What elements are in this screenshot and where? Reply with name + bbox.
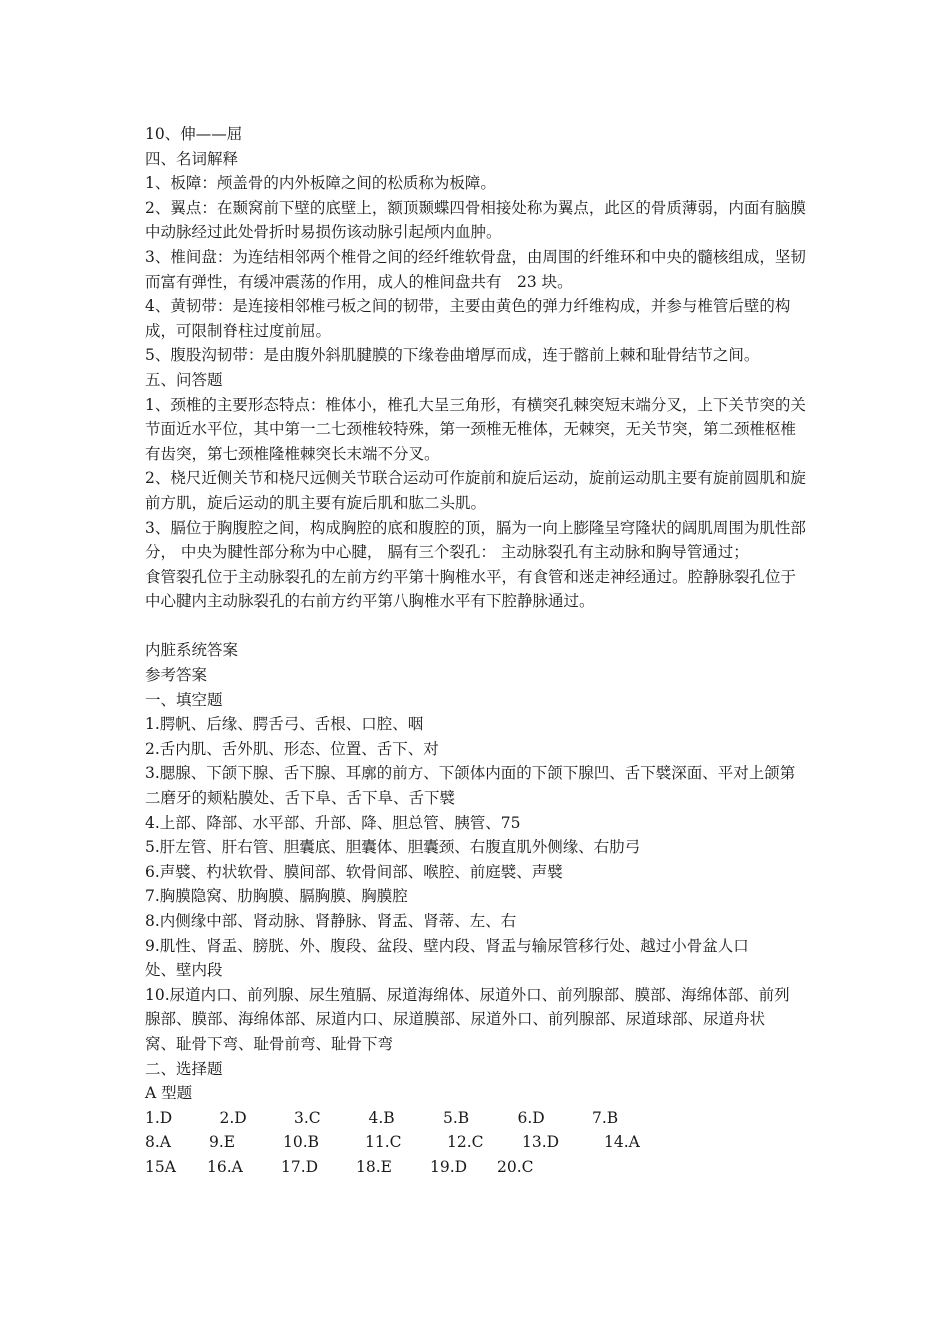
fill-item: 4.上部、降部、水平部、升部、降、胆总管、胰管、75 [145,813,521,832]
definition-item: 4、黄韧带：是连接相邻椎弓板之间的韧带，主要由黄色的弹力纤维构成，并参与椎管后壁的构成，可限制脊柱过度前屈。 [145,297,791,340]
answer-cell: 13.D [522,1133,560,1152]
type-a-label: A 型题 [145,1084,193,1103]
answer-cell: 20.C [497,1157,534,1176]
answer-cell: 2.D [219,1108,247,1127]
definition-item: 3、椎间盘：为连结相邻两个椎骨之间的经纤维软骨盘，由周围的纤维环和中央的髓核组成，坚韧而富有弹性，有缓冲震荡的作用，成人的椎间盘共有 23 块。 [145,247,806,291]
fill-item: 9.肌性、肾盂、膀胱、外、腹段、盆段、壁内段、肾盂与输尿管移行处、越过小骨盆人口处、壁内段 [145,936,749,980]
answer-cell: 18.E [356,1157,392,1176]
answer-cell: 8.A [145,1133,171,1152]
answer-row [145,1155,810,1180]
fill-item: 7.胸膜隐窝、肋胸膜、膈胸膜、胸膜腔 [145,887,408,906]
fill-item: 5.肝左管、肝右管、胆囊底、胆囊体、胆囊颈、右腹直肌外侧缘、右肋弓 [145,838,641,857]
section-title: 内脏系统答案 [145,641,239,660]
document-page [145,122,810,1180]
definition-item: 1、板障：颅盖骨的内外板障之间的松质称为板障。 [145,174,496,193]
answer-row [145,1130,810,1155]
answer-cell: 12.C [447,1133,484,1152]
fill-item: 10.尿道内口、前列腺、尿生殖膈、尿道海绵体、尿道外口、前列腺部、膜部、海绵体部、前列腺部、膜部、海绵体部、尿道内口、尿道膜部、尿道外口、前列腺部、尿道球部、尿道舟状窝、耻骨下弯、耻骨前弯、耻骨下弯 [145,985,790,1053]
section-heading-qa: 五、问答题 [145,370,223,389]
fill-item: 2.舌内肌、舌外肌、形态、位置、舌下、对 [145,739,439,758]
qa-item: 2、桡尺近侧关节和桡尺远侧关节联合运动可作旋前和旋后运动，旋前运动肌主要有旋前圆肌和旋前方肌，旋后运动的肌主要有旋后肌和肱二头肌。 [145,469,806,512]
answer-cell: 4.B [368,1108,395,1127]
section-heading-choice: 二、选择题 [145,1059,223,1078]
fill-item: 3.腮腺、下颌下腺、舌下腺、耳廓的前方、下颌体内面的下颌下腺凹、舌下襞深面、平对上颌第二磨牙的颊粘膜处、舌下阜、舌下阜、舌下襞 [145,764,796,808]
answer-cell: 16.A [207,1157,243,1176]
definition-item: 5、腹股沟韧带：是由腹外斜肌腱膜的下缘卷曲增厚而成，连于髂前上棘和耻骨结节之间。 [145,346,760,365]
answer-cell: 6.D [517,1108,545,1127]
blank-line [145,614,810,639]
qa-item: 3、膈位于胸腹腔之间，构成胸腔的底和腹腔的顶，膈为一向上膨隆呈穹隆状的阔肌周围为肌性部分， 中央为腱性部分称为中心腱， 膈有三个裂孔： 主动脉裂孔有主动脉和胸导管通过； [145,518,806,562]
answer-cell: 11.C [365,1133,402,1152]
answer-cell: 19.D [430,1157,468,1176]
answer-cell: 1.D [145,1108,173,1127]
answer-cell: 5.B [443,1108,470,1127]
answer-cell: 14.A [604,1133,640,1152]
section-subtitle: 参考答案 [145,666,208,685]
answer-row [145,1106,810,1131]
answer-cell: 10.B [283,1133,320,1152]
fill-item: 1.腭帆、后缘、腭舌弓、舌根、口腔、咽 [145,715,424,734]
answer-cell: 9.E [209,1133,236,1152]
definition-item: 2、翼点：在颞窝前下壁的底壁上，额顶颞蝶四骨相接处称为翼点，此区的骨质薄弱，内面有脑膜中动脉经过此处骨折时易损伤该动脉引起颅内血肿。 [145,198,806,242]
fill-item: 6.声襞、杓状软骨、膜间部、软骨间部、喉腔、前庭襞、声襞 [145,862,563,881]
answer-cell: 7.B [592,1108,619,1127]
answer-cell: 17.D [281,1157,319,1176]
qa-item: 1、颈椎的主要形态特点：椎体小，椎孔大呈三角形，有横突孔棘突短末端分叉，上下关节突的关节面近水平位，其中第一二七颈椎较特殊，第一颈椎无椎体，无棘突，无关节突，第二颈椎枢椎有齿突，第七颈椎隆椎棘突长末端不分叉。 [145,395,806,463]
fill-item: 8.内侧缘中部、肾动脉、肾静脉、肾盂、肾蒂、左、右 [145,912,517,930]
answer-line-10: 10、伸——屈 [145,125,243,143]
section-heading-definitions: 四、名词解释 [145,149,239,168]
answer-cell: 3.C [294,1108,321,1127]
section-heading-fill: 一、填空题 [145,690,223,709]
answer-cell: 15A [145,1157,176,1176]
qa-item-continued: 食管裂孔位于主动脉裂孔的左前方约平第十胸椎水平，有食管和迷走神经通过。腔静脉裂孔位于中心腱内主动脉裂孔的右前方约平第八胸椎水平有下腔静脉通过。 [145,567,797,611]
